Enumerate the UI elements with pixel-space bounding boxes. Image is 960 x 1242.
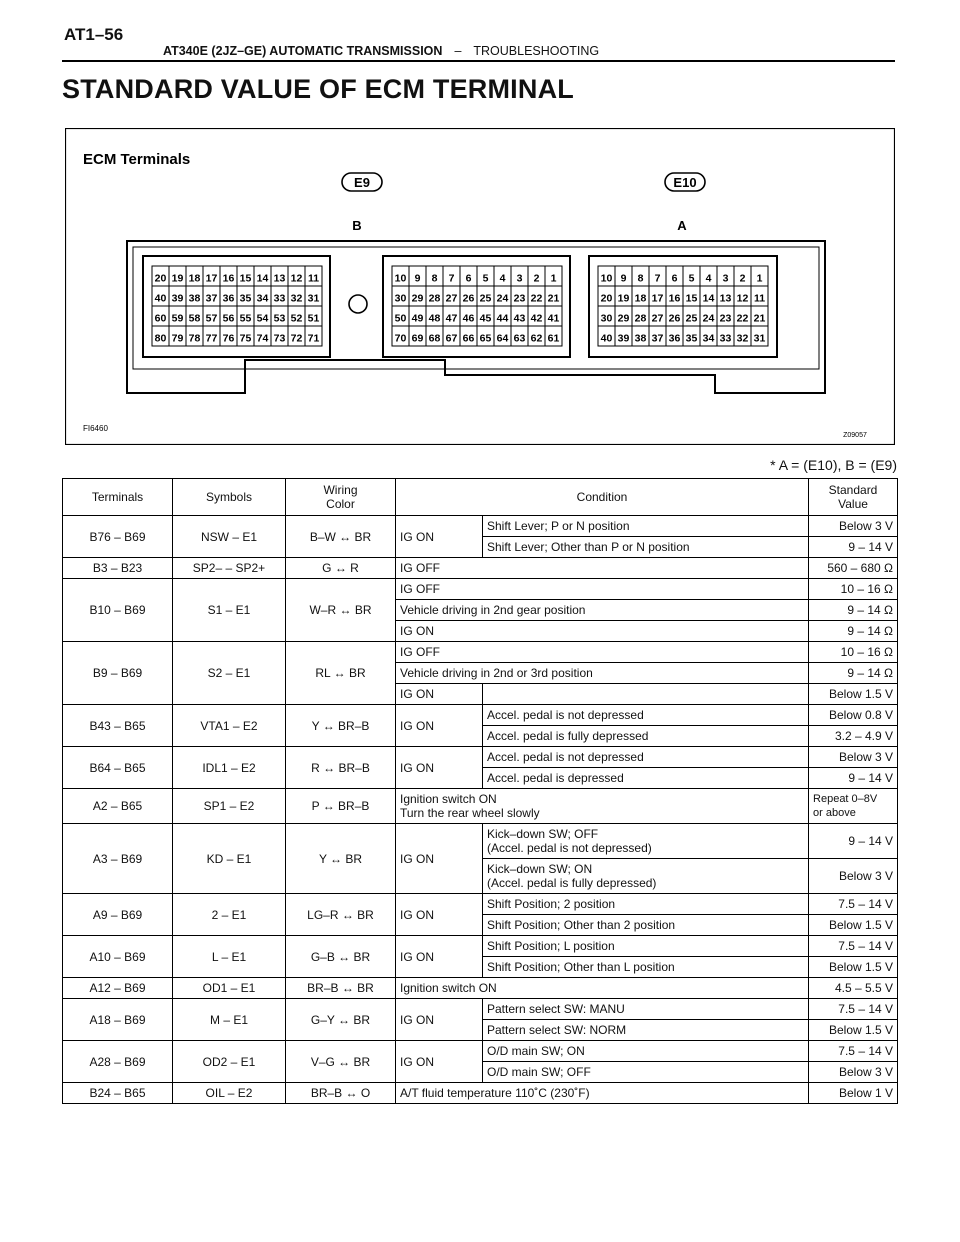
pin-number: 2 — [739, 272, 746, 285]
condition-cell: IG ON — [396, 894, 483, 936]
value-cell: Below 1.5 V — [809, 957, 898, 978]
pin-number: 48 — [428, 312, 441, 325]
pin-grids — [152, 266, 768, 346]
pin-number: 12 — [736, 292, 749, 305]
pin-number: 40 — [600, 332, 613, 345]
pin-number: 38 — [634, 332, 647, 345]
wiring-cell: R ↔ BR–B — [286, 747, 396, 789]
pin-number: 7 — [654, 272, 661, 285]
value-cell: Below 0.8 V — [809, 705, 898, 726]
pin-number: 20 — [154, 272, 167, 285]
pin-number: 18 — [634, 292, 647, 305]
pin-number: 46 — [462, 312, 475, 325]
value-cell: Below 1.5 V — [809, 1020, 898, 1041]
pin-number: 42 — [530, 312, 543, 325]
pin-number: 10 — [394, 272, 407, 285]
symbol-cell: VTA1 – E2 — [173, 705, 286, 747]
page-number: AT1–56 — [64, 25, 124, 44]
pin-number: 70 — [394, 332, 407, 345]
pin-number: 62 — [530, 332, 543, 345]
pin-number: 51 — [307, 312, 320, 325]
pin-number: 11 — [307, 272, 320, 285]
label-b: B — [352, 218, 362, 233]
figure-heading: ECM Terminals — [83, 151, 191, 168]
pin-number: 72 — [290, 332, 303, 345]
pin-number: 57 — [205, 312, 218, 325]
wiring-cell: Y ↔ BR–B — [286, 705, 396, 747]
table-header-row — [63, 479, 898, 516]
pin-number: 18 — [188, 272, 201, 285]
pin-number: 63 — [513, 332, 526, 345]
header-wiring: Wiring Color — [286, 479, 396, 516]
symbol-cell: 2 – E1 — [173, 894, 286, 936]
sub-condition-cell: Shift Lever; Other than P or N position — [483, 537, 809, 558]
pin-number: 4 — [705, 272, 712, 285]
terminal-cell: A10 – B69 — [63, 936, 173, 978]
pin-number: 27 — [651, 312, 664, 325]
pin-number: 77 — [205, 332, 218, 345]
pin-number: 10 — [600, 272, 613, 285]
tag-e9 — [342, 173, 382, 191]
pin-number: 28 — [428, 292, 441, 305]
pin-number: 59 — [171, 312, 184, 325]
wiring-cell: BR–B ↔ BR — [286, 978, 396, 999]
table-row — [63, 516, 898, 537]
table-row — [63, 558, 898, 579]
sub-condition-cell: Accel. pedal is not depressed — [483, 747, 809, 768]
value-cell: 7.5 – 14 V — [809, 936, 898, 957]
wiring-cell: G–B ↔ BR — [286, 936, 396, 978]
value-cell: Below 3 V — [809, 747, 898, 768]
pin-number: 5 — [482, 272, 489, 285]
pin-number: 29 — [411, 292, 424, 305]
terminal-cell: B9 – B69 — [63, 642, 173, 705]
pin-number: 2 — [533, 272, 540, 285]
symbol-cell: OD1 – E1 — [173, 978, 286, 999]
pin-number: 56 — [222, 312, 235, 325]
table-row — [63, 579, 898, 600]
pin-number: 60 — [154, 312, 167, 325]
sub-condition-cell: Kick–down SW; ON (Accel. pedal is fully depressed) — [483, 859, 809, 894]
pin-number: 8 — [431, 272, 438, 285]
header-condition: Condition — [396, 479, 809, 516]
header-rule — [62, 60, 895, 62]
pin-number: 4 — [499, 272, 506, 285]
empty-cell — [483, 684, 809, 705]
pin-number: 14 — [256, 272, 269, 285]
condition-cell: IG ON — [396, 747, 483, 789]
tag-e10 — [665, 173, 705, 191]
pin-number: 16 — [668, 292, 681, 305]
condition-cell: IG ON — [396, 999, 483, 1041]
pin-number: 64 — [496, 332, 509, 345]
value-cell: 9 – 14 Ω — [809, 621, 898, 642]
pin-number: 53 — [273, 312, 286, 325]
pin-number: 75 — [239, 332, 252, 345]
condition-cell: Ignition switch ON — [396, 978, 809, 999]
pin-number: 73 — [273, 332, 286, 345]
sub-condition-cell: Accel. pedal is fully depressed — [483, 726, 809, 747]
pin-number: 44 — [496, 312, 509, 325]
pin-number: 19 — [171, 272, 184, 285]
pin-number: 26 — [462, 292, 475, 305]
pin-number: 49 — [411, 312, 424, 325]
pin-number: 31 — [307, 292, 320, 305]
sub-condition-cell: Shift Position; 2 position — [483, 894, 809, 915]
pin-number: 38 — [188, 292, 201, 305]
pin-number: 66 — [462, 332, 475, 345]
pin-number: 43 — [513, 312, 526, 325]
condition-cell: A/T fluid temperature 110˚C (230˚F) — [396, 1083, 809, 1104]
pin-number: 68 — [428, 332, 441, 345]
pin-number: 23 — [719, 312, 732, 325]
pin-number: 6 — [671, 272, 678, 285]
subsection-title: TROUBLESHOOTING — [473, 44, 600, 58]
condition-cell: IG OFF — [396, 579, 809, 600]
header-standard-value: Standard Value — [809, 479, 898, 516]
pin-number: 14 — [702, 292, 715, 305]
table-row — [63, 789, 898, 824]
value-cell: 7.5 – 14 V — [809, 1041, 898, 1062]
header-symbols: Symbols — [173, 479, 286, 516]
wiring-cell: LG–R ↔ BR — [286, 894, 396, 936]
pin-number: 13 — [273, 272, 286, 285]
wiring-cell: G ↔ R — [286, 558, 396, 579]
figure-code-left: FI6460 — [83, 424, 108, 433]
pin-number: 20 — [600, 292, 613, 305]
connector-b-pins-left — [152, 266, 322, 346]
pin-number: 24 — [496, 292, 509, 305]
pin-number: 27 — [445, 292, 458, 305]
pin-number: 23 — [513, 292, 526, 305]
sub-condition-cell: Pattern select SW: MANU — [483, 999, 809, 1020]
pin-number: 24 — [702, 312, 715, 325]
running-header — [163, 44, 599, 58]
condition-cell: IG OFF — [396, 558, 809, 579]
sub-condition-cell: O/D main SW; ON — [483, 1041, 809, 1062]
pin-number: 9 — [414, 272, 421, 285]
pin-number: 36 — [668, 332, 681, 345]
pin-number: 52 — [290, 312, 303, 325]
pin-number: 74 — [256, 332, 269, 345]
pin-number: 39 — [617, 332, 630, 345]
table-row — [63, 999, 898, 1020]
sub-condition-cell: Kick–down SW; OFF (Accel. pedal is not depressed) — [483, 824, 809, 859]
pin-number: 34 — [256, 292, 269, 305]
connector-note: * A = (E10), B = (E9) — [770, 457, 897, 473]
sub-condition-cell: Shift Position; Other than 2 position — [483, 915, 809, 936]
sub-condition-cell: Accel. pedal is not depressed — [483, 705, 809, 726]
pin-number: 30 — [600, 312, 613, 325]
pin-number: 17 — [651, 292, 664, 305]
pin-number: 32 — [736, 332, 749, 345]
wiring-cell: P ↔ BR–B — [286, 789, 396, 824]
pin-number: 80 — [154, 332, 167, 345]
pin-number: 16 — [222, 272, 235, 285]
symbol-cell: S2 – E1 — [173, 642, 286, 705]
condition-cell: Ignition switch ON Turn the rear wheel slowly — [396, 789, 809, 824]
figure-code-right: Z09057 — [843, 432, 867, 439]
symbol-cell: SP1 – E2 — [173, 789, 286, 824]
pin-number: 50 — [394, 312, 407, 325]
pin-number: 34 — [702, 332, 715, 345]
pin-number: 15 — [239, 272, 252, 285]
table-row — [63, 1041, 898, 1062]
symbol-cell: S1 – E1 — [173, 579, 286, 642]
value-cell: 10 – 16 Ω — [809, 579, 898, 600]
condition-cell: IG OFF — [396, 642, 809, 663]
pin-number: 37 — [205, 292, 218, 305]
value-cell: 560 – 680 Ω — [809, 558, 898, 579]
pin-number: 79 — [171, 332, 184, 345]
svg-text:E10: E10 — [673, 175, 697, 190]
condition-cell: IG ON — [396, 936, 483, 978]
wiring-cell: V–G ↔ BR — [286, 1041, 396, 1083]
pin-number: 40 — [154, 292, 167, 305]
pin-number: 54 — [256, 312, 269, 325]
terminal-cell: B24 – B65 — [63, 1083, 173, 1104]
pin-number: 5 — [688, 272, 695, 285]
value-cell: Below 3 V — [809, 1062, 898, 1083]
condition-cell: IG ON — [396, 705, 483, 747]
mounting-hole — [349, 295, 367, 313]
pin-number: 58 — [188, 312, 201, 325]
pin-number: 21 — [753, 312, 766, 325]
condition-cell: IG ON — [396, 824, 483, 894]
symbol-cell: IDL1 – E2 — [173, 747, 286, 789]
pin-number: 17 — [205, 272, 218, 285]
pin-number: 11 — [753, 292, 766, 305]
pin-number: 29 — [617, 312, 630, 325]
pin-number: 3 — [722, 272, 729, 285]
symbol-cell: OIL – E2 — [173, 1083, 286, 1104]
table-row — [63, 936, 898, 957]
value-cell: 9 – 14 V — [809, 768, 898, 789]
pin-number: 26 — [668, 312, 681, 325]
pin-number: 13 — [719, 292, 732, 305]
table-row — [63, 1083, 898, 1104]
pin-number: 8 — [637, 272, 644, 285]
pin-number: 35 — [685, 332, 698, 345]
value-cell: 10 – 16 Ω — [809, 642, 898, 663]
condition-cell: IG ON — [396, 621, 809, 642]
pin-number: 55 — [239, 312, 252, 325]
value-cell: 9 – 14 Ω — [809, 663, 898, 684]
sub-condition-cell: Shift Lever; P or N position — [483, 516, 809, 537]
pin-number: 35 — [239, 292, 252, 305]
sub-condition-cell: Accel. pedal is depressed — [483, 768, 809, 789]
connector-b-pins-right — [392, 266, 562, 346]
wiring-cell: G–Y ↔ BR — [286, 999, 396, 1041]
condition-cell: Vehicle driving in 2nd or 3rd position — [396, 663, 809, 684]
ecm-terminals-figure — [65, 128, 895, 445]
terminal-cell: A9 – B69 — [63, 894, 173, 936]
pin-number: 71 — [307, 332, 320, 345]
pin-number: 25 — [479, 292, 492, 305]
pin-number: 65 — [479, 332, 492, 345]
pin-number: 32 — [290, 292, 303, 305]
pin-number: 3 — [516, 272, 523, 285]
pin-number: 1 — [550, 272, 557, 285]
terminal-cell: A12 – B69 — [63, 978, 173, 999]
wiring-cell: Y ↔ BR — [286, 824, 396, 894]
value-cell: 7.5 – 14 V — [809, 999, 898, 1020]
condition-cell: IG ON — [396, 1041, 483, 1083]
value-cell: Below 1 V — [809, 1083, 898, 1104]
section-title: AT340E (2JZ–GE) AUTOMATIC TRANSMISSION — [163, 44, 443, 58]
condition-cell: IG ON — [396, 684, 483, 705]
value-cell: 7.5 – 14 V — [809, 894, 898, 915]
value-cell: 9 – 14 V — [809, 537, 898, 558]
sub-condition-cell: Shift Position; Other than L position — [483, 957, 809, 978]
pin-number: 30 — [394, 292, 407, 305]
terminal-cell: B64 – B65 — [63, 747, 173, 789]
symbol-cell: SP2– – SP2+ — [173, 558, 286, 579]
pin-number: 28 — [634, 312, 647, 325]
terminal-cell: B10 – B69 — [63, 579, 173, 642]
value-cell: 3.2 – 4.9 V — [809, 726, 898, 747]
pin-number: 78 — [188, 332, 201, 345]
pin-number: 76 — [222, 332, 235, 345]
pin-number: 15 — [685, 292, 698, 305]
value-cell: 9 – 14 Ω — [809, 600, 898, 621]
symbol-cell: KD – E1 — [173, 824, 286, 894]
pin-number: 33 — [273, 292, 286, 305]
sub-condition-cell: Pattern select SW: NORM — [483, 1020, 809, 1041]
wiring-cell: W–R ↔ BR — [286, 579, 396, 642]
page-title: STANDARD VALUE OF ECM TERMINAL — [62, 74, 574, 104]
pin-number: 45 — [479, 312, 492, 325]
pin-number: 19 — [617, 292, 630, 305]
pin-number: 39 — [171, 292, 184, 305]
value-cell: Below 1.5 V — [809, 915, 898, 936]
pin-number: 36 — [222, 292, 235, 305]
table-row — [63, 747, 898, 768]
label-a: A — [677, 218, 687, 233]
value-cell: Below 3 V — [809, 516, 898, 537]
pin-number: 21 — [547, 292, 560, 305]
table-row — [63, 978, 898, 999]
pin-number: 25 — [685, 312, 698, 325]
condition-cell: IG ON — [396, 516, 483, 558]
value-cell: Below 1.5 V — [809, 684, 898, 705]
pin-number: 41 — [547, 312, 560, 325]
header-separator: – — [454, 44, 462, 58]
value-cell: 4.5 – 5.5 V — [809, 978, 898, 999]
pin-number: 7 — [448, 272, 455, 285]
pin-number: 22 — [736, 312, 749, 325]
pin-number: 67 — [445, 332, 458, 345]
terminal-cell: B3 – B23 — [63, 558, 173, 579]
pin-number: 33 — [719, 332, 732, 345]
pin-number: 47 — [445, 312, 458, 325]
symbol-cell: M – E1 — [173, 999, 286, 1041]
header-terminals: Terminals — [63, 479, 173, 516]
table-row — [63, 824, 898, 859]
symbol-cell: NSW – E1 — [173, 516, 286, 558]
svg-text:E9: E9 — [354, 175, 370, 190]
terminal-cell: B43 – B65 — [63, 705, 173, 747]
pin-number: 6 — [465, 272, 472, 285]
symbol-cell: OD2 – E1 — [173, 1041, 286, 1083]
value-cell: Below 3 V — [809, 859, 898, 894]
value-cell: Repeat 0–8V or above — [809, 789, 898, 824]
terminal-cell: A2 – B65 — [63, 789, 173, 824]
sub-condition-cell: Shift Position; L position — [483, 936, 809, 957]
terminal-cell: B76 – B69 — [63, 516, 173, 558]
pin-number: 1 — [756, 272, 763, 285]
connector-a-pins — [598, 266, 768, 346]
terminal-cell: A28 – B69 — [63, 1041, 173, 1083]
wiring-cell: BR–B ↔ O — [286, 1083, 396, 1104]
table-row — [63, 705, 898, 726]
pin-number: 69 — [411, 332, 424, 345]
pin-number: 31 — [753, 332, 766, 345]
condition-cell: Vehicle driving in 2nd gear position — [396, 600, 809, 621]
table-row — [63, 894, 898, 915]
pin-number: 9 — [620, 272, 627, 285]
pin-number: 37 — [651, 332, 664, 345]
wiring-cell: B–W ↔ BR — [286, 516, 396, 558]
pin-number: 61 — [547, 332, 560, 345]
symbol-cell: L – E1 — [173, 936, 286, 978]
ecm-standard-value-table — [62, 478, 898, 1104]
terminal-cell: A18 – B69 — [63, 999, 173, 1041]
pin-number: 12 — [290, 272, 303, 285]
table-row — [63, 642, 898, 663]
wiring-cell: RL ↔ BR — [286, 642, 396, 705]
sub-condition-cell: O/D main SW; OFF — [483, 1062, 809, 1083]
value-cell: 9 – 14 V — [809, 824, 898, 859]
terminal-cell: A3 – B69 — [63, 824, 173, 894]
pin-number: 22 — [530, 292, 543, 305]
